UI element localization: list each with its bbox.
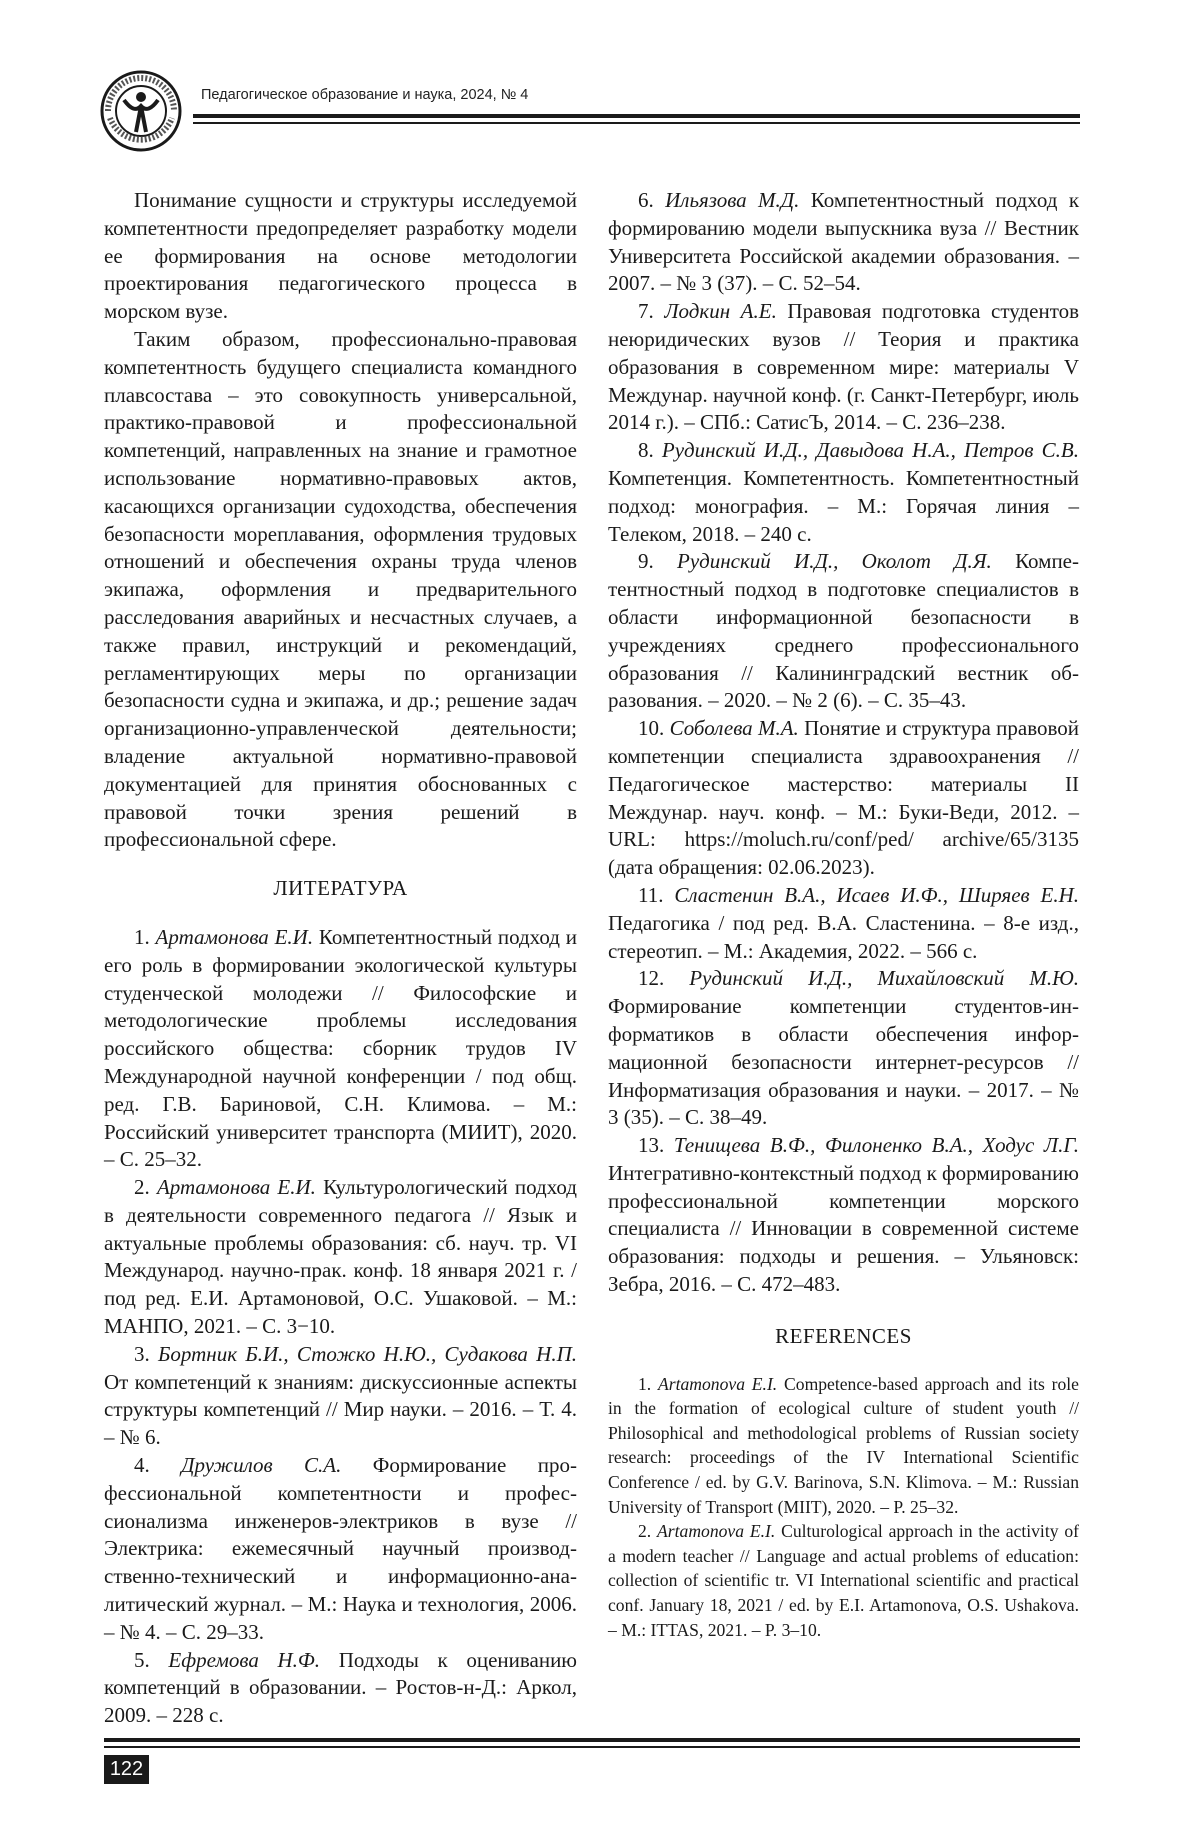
reference-item: 7. Лодкин А.Е. Правовая подготовка студентов неюридических вузов // Теория и практика образования в современном мире: материалы V Междунар. научной конф. (г. Санкт-Петербург, июль 2014 г.). – СПб.: СатисЪ, 2014. – С. 236–238. (608, 299, 1080, 435)
header-rule-thin (193, 122, 1080, 124)
header-rule (193, 114, 1080, 118)
journal-logo-icon (100, 70, 182, 152)
page-footer (104, 1738, 1080, 1798)
reference-item-en: 2. Artamonova E.I. Culturological approach in the activity of a modern teacher // Language and actual problems of education: collection of scientific tr. VI International scientific and practical conf. January 18, 2021 / ed. by E.I. Artamonova, O.S. Ushakova. – M.: ITTAS, 2021. – P. 3–10. (608, 1521, 1079, 1640)
journal-title: Педагогическое образование и наука, 2024, № 4 (201, 87, 529, 103)
page-number: 122 (104, 1755, 149, 1784)
left-column (104, 187, 577, 1730)
page-header (100, 60, 1080, 160)
reference-item: 12. Рудинский И.Д., Михайловский М.Ю. Формирование компетенции студентов-информатиков в области обеспечения информационной безопасности интернет-ресурсов // Информатизация образования и науки. – 2017. – № 3 (35). – С. 38–49. (608, 966, 1080, 1130)
body-paragraph: Таким образом, профессионально-правовая компетентность будущего специалиста командного плавсостава – это совокупность универсальной, практико-правовой и профессиональной компетенций, направленных на знание и грамотное использование нормативно-правовых актов, касающихся организации судоходства, обеспечения безопасности мореплавания, оформления трудовых отношений и обеспечения охраны труда членов экипажа, оформления и предварительного расследования аварийных и несчастных случаев, а также правил, инструкций и рекомендаций, регламентирующих меры по организации безопасности судна и экипажа, и др.; решение задач организационно-управленческой деятельности; владение актуальной нормативно-правовой документацией для принятия обоснованных с правовой точки зрения решений в профессиональной сфере. (104, 326, 577, 852)
reference-item: 6. Ильязова М.Д. Компетентностный подход к формированию модели выпускника вуза // Вестник Университета Российской академии образования. – 2007. – № 3 (37). – С. 52–54. (608, 188, 1080, 296)
reference-item: 10. Соболева М.А. Понятие и структура правовой компетенции специалиста здравоохранения // Педагогическое мастерство: материалы II Междунар. науч. конф. – М.: Буки-Веди, 2012. – URL: https://moluch.ru/conf/ped/ archive/65/3135 (дата обращения: 02.06.2023). (608, 716, 1080, 880)
footer-rule-thin (104, 1746, 1080, 1748)
reference-item-en: 1. Artamonova E.I. Competence-based approach and its role in the formation of ecological culture of student youth // Philosophical and methodological problems of Russian society research: proceedings of the IV International Scientific Conference / ed. by G.V. Barinova, S.N. Klimova. – M.: Russian University of Transport (MIIT), 2020. – P. 25–32. (608, 1373, 1079, 1517)
reference-item: 3. Бортник Б.И., Стожко Н.Ю., Судакова Н.П. От компетенций к знаниям: дискуссионные аспекты структуры компетенций // Мир науки. – 2016. – Т. 4. – № 6. (104, 1341, 578, 1450)
reference-item: 1. Артамонова Е.И. Компетентностный подход и его роль в формировании экологической культуры студенческой молодежи // Философские и методологические проблемы исследования российского общества: сборник трудов IV Международной научной конференции / под общ. ред. Г.В. Бариновой, С.Н. Климова. – М.: Российский университет транспорта (МИИТ), 2020. – С. 25–32. (104, 924, 577, 1172)
reference-item: 13. Тенищева В.Ф., Филоненко В.А., Ходус Л.Г. Интегративно-контекстный подход к формированию профессиональной компетенции морского специалиста // Инновации в современной системе образования: подходы и решения. – Ульяновск: Зебра, 2016. – С. 472–483. (608, 1133, 1080, 1297)
reference-item: 5. Ефремова Н.Ф. Подходы к оцениванию компетенций в образовании. – Ростов-н-Д.: Аркол, 2009. – 228 с. (104, 1647, 577, 1728)
reference-item: 8. Рудинский И.Д., Давыдова Н.А., Петров С.В. Компетенция. Компетентность. Компетентностный подход: монография. – М.: Горячая линия – Телеком, 2018. – 240 с. (608, 438, 1079, 546)
right-column (608, 187, 1079, 1642)
reference-item: 4. Дружилов С.А. Формирование профессиональной компетентности и профессионализма инженеров-электриков в вузе // Электрика: ежемесячный научный производственно-технический и информационно-аналитический журнал. – М.: Наука и технология, 2006. – № 4. – С. 29–33. (104, 1453, 578, 1644)
literature-heading: ЛИТЕРАТУРА (273, 876, 408, 901)
references-heading: REFERENCES (775, 1323, 912, 1348)
body-paragraph: Понимание сущности и структуры исследуемой компетентности предопределяет разработку модели ее формирования на основе методологии проектирования педагогического процесса в морском вузе. (104, 188, 577, 324)
reference-item: 9. Рудинский И.Д., Околот Д.Я. Компетентностный подход в подготовке специалистов в области информационной безопасности в учреждениях среднего профессионального образования // Калининградский вестник образования. – 2020. – № 2 (6). – С. 35–43. (608, 549, 1080, 713)
reference-item: 2. Артамонова Е.И. Культурологический подход в деятельности современного педагога // Язык и актуальные проблемы образования: сб. науч. тр. VI Международ. научно-прак. конф. 18 января 2021 г. / под ред. Е.И. Артамоновой, О.С. Ушаковой. – М.: МАНПО, 2021. – С. 3−10. (104, 1175, 577, 1339)
reference-item: 11. Сластенин В.А., Исаев И.Ф., Ширяев Е.Н. Педагогика / под ред. В.А. Сластенина. – 8-е изд., стереотип. – М.: Академия, 2022. – 566 с. (608, 882, 1080, 963)
footer-rule (104, 1738, 1080, 1742)
